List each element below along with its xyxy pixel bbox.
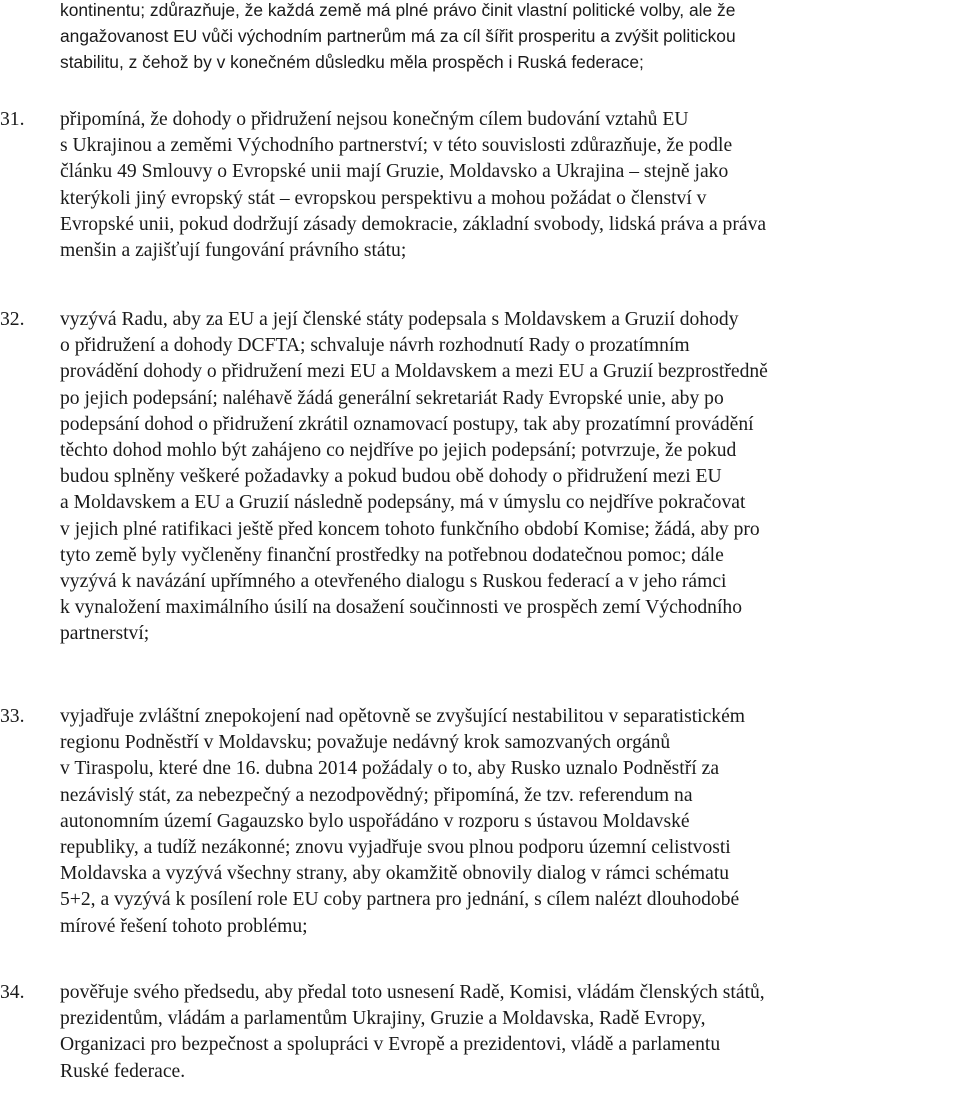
paragraph-number: 32.	[0, 309, 25, 330]
text-line: vyjadřuje zvláštní znepokojení nad opětovně se zvyšující nestabilitou v separatistickém	[60, 706, 746, 727]
text-line: vyzývá k navázání upřímného a otevřeného dialogu s Ruskou federací a v jeho rámci	[60, 571, 727, 593]
text-line: mírové řešení tohoto problému;	[60, 915, 308, 937]
paragraph-number: 34.	[0, 982, 25, 1003]
text-line: Moldavska a vyzývá všechny strany, aby okamžitě obnovily dialog v rámci schématu	[60, 863, 730, 885]
text-line: v jejich plné ratifikaci ještě před koncem tohoto funkčního období Komise; žádá, aby pro	[60, 518, 760, 540]
text-line: tyto země byly vyčleněny finanční prostředky na potřebnou dodatečnou pomoc; dále	[60, 544, 724, 566]
text-line: angažovanost EU vůči východním partnerům má za cíl šířit prosperitu a zvýšit politickou	[60, 26, 736, 47]
text-line: po jejich podepsání; naléhavě žádá generální sekretariát Rady Evropské unie, aby po	[60, 387, 724, 409]
paragraph-33	[0, 704, 960, 940]
text-line: připomíná, že dohody o přidružení nejsou konečným cílem budování vztahů EU	[60, 109, 689, 130]
text-line: 5+2, a vyzývá k posílení role EU coby partnera pro jednání, s cílem nalézt dlouhodobé	[60, 889, 740, 911]
text-line: podepsání dohod o přidružení zkrátil oznamovací postupy, tak aby prozatímní provádění	[60, 413, 754, 435]
text-line: k vynaložení maximálního úsilí na dosažení součinnosti ve prospěch zemí Východního	[60, 597, 743, 619]
paragraph-number: 31.	[0, 109, 25, 130]
text-line: nezávislý stát, za nebezpečný a nezodpovědný; připomíná, že tzv. referendum na	[60, 784, 693, 806]
text-line: článku 49 Smlouvy o Evropské unii mají Gruzie, Moldavsko a Ukrajina – stejně jako	[60, 161, 729, 183]
text-line: republiky, a tudíž nezákonné; znovu vyjadřuje svou plnou podporu územní celistvosti	[60, 837, 731, 859]
text-line: Organizaci pro bezpečnost a spolupráci v Evropě a prezidentovi, vládě a parlamentu	[60, 1034, 721, 1056]
text-line: kterýkoli jiný evropský stát – evropskou perspektivu a mohou požádat o členství v	[60, 187, 707, 209]
text-line: partnerství;	[60, 623, 150, 645]
text-line: regionu Podněstří v Moldavsku; považuje nedávný krok samozvaných orgánů	[60, 732, 671, 754]
text-line: a Moldavskem a EU a Gruzií následně podepsány, má v úmyslu co nejdříve pokračovat	[60, 492, 746, 514]
paragraph-number: 33.	[0, 706, 25, 727]
text-line: stabilitu, z čehož by v konečném důsledku měla prospěch i Ruská federace;	[60, 52, 644, 73]
paragraph-34	[0, 980, 960, 1085]
text-line: pověřuje svého předsedu, aby předal toto usnesení Radě, Komisi, vládám členských států,	[60, 982, 765, 1003]
text-line: Evropské unii, pokud dodržují zásady demokracie, základní svobody, lidská práva a práva	[60, 213, 767, 235]
text-line: prezidentům, vládám a parlamentům Ukrajiny, Gruzie a Moldavska, Radě Evropy,	[60, 1008, 706, 1030]
text-line: vyzývá Radu, aby za EU a její členské státy podepsala s Moldavskem a Gruzií dohody	[60, 309, 739, 330]
text-line: provádění dohody o přidružení mezi EU a Moldavskem a mezi EU a Gruzií bezprostředně	[60, 361, 768, 383]
text-line: menšin a zajišťují fungování právního státu;	[60, 240, 407, 262]
intro-paragraph	[60, 0, 960, 76]
text-line: Ruské federace.	[60, 1060, 186, 1082]
paragraph-32	[0, 307, 960, 648]
text-line: autonomním území Gagauzsko bylo uspořádáno v rozporu s ústavou Moldavské	[60, 810, 690, 832]
text-line: v Tiraspolu, které dne 16. dubna 2014 požádaly o to, aby Rusko uznalo Podněstří za	[60, 758, 720, 780]
text-line: těchto dohod mohlo být zahájeno co nejdříve po jejich podepsání; potvrzuje, že pokud	[60, 440, 737, 462]
text-line: s Ukrajinou a zeměmi Východního partnerství; v této souvislosti zdůrazňuje, že podle	[60, 135, 733, 157]
paragraph-31	[0, 107, 960, 264]
text-line: o přidružení a dohody DCFTA; schvaluje návrh rozhodnutí Rady o prozatímním	[60, 335, 690, 357]
text-line: kontinentu; zdůrazňuje, že každá země má plné právo činit vlastní politické volby, ale že	[60, 0, 736, 20]
text-line: budou splněny veškeré požadavky a pokud budou obě dohody o přidružení mezi EU	[60, 466, 722, 488]
